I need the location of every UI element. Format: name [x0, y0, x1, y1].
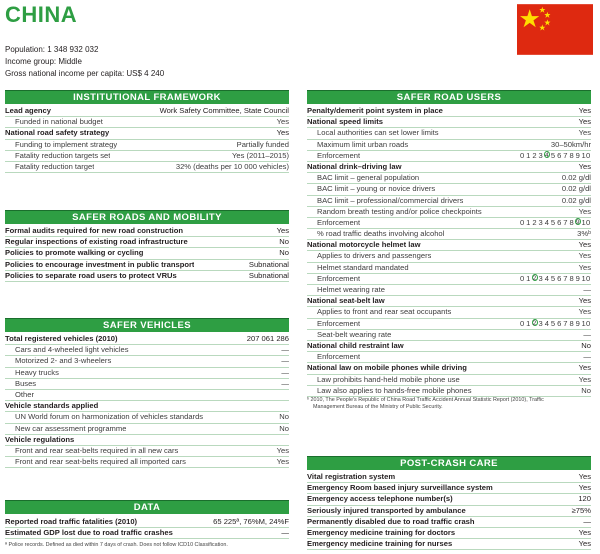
enforcement-scale-digit: 6: [557, 150, 562, 160]
vehicles-row-value: No: [279, 412, 289, 422]
enforcement-scale-digit: 4: [544, 217, 550, 227]
users-row: [307, 274, 591, 285]
users-row: [307, 263, 591, 274]
institutional-row-label: Fatality reduction targets set: [15, 150, 111, 160]
vehicles-row: [5, 345, 289, 356]
users-row-label: Enforcement: [317, 352, 361, 362]
users-row-value: Yes: [578, 128, 591, 138]
postcrash-row-label: Permanently disabled due to road traffic crash: [307, 516, 475, 526]
enforcement-scale-digit: 3: [538, 273, 544, 283]
enforcement-scale-digit: 8: [569, 150, 574, 160]
institutional-row: [5, 106, 289, 117]
users-row: [307, 352, 591, 363]
enforcement-scale-digit: 1: [526, 217, 531, 227]
enforcement-scale-digit: 1: [526, 150, 531, 160]
users-row: [307, 363, 591, 374]
postcrash-row-value: Yes: [578, 483, 591, 493]
users-row-value: Yes: [578, 262, 591, 272]
users-row-label: Applies to drivers and passengers: [317, 251, 432, 261]
users-row-label: BAC limit – professional/commercial drivers: [317, 195, 464, 205]
enforcement-scale-digit: 8: [569, 217, 574, 227]
enforcement-scale-digit: 9: [575, 150, 581, 160]
enforcement-scale-digit: 8: [569, 318, 574, 328]
postcrash-row: [307, 506, 591, 517]
institutional-row-value: Yes: [276, 128, 289, 138]
roads-row-label: Policies to separate road users to protect VRUs: [5, 270, 177, 280]
users-row-label: Maximum limit urban roads: [317, 139, 409, 149]
institutional-row: [5, 151, 289, 162]
institutional-row-value: Work Safety Committee, State Council: [159, 106, 289, 115]
roads-row: [5, 271, 289, 282]
enforcement-scale-digit: 7: [563, 150, 568, 160]
postcrash-row-label: Emergency medicine training for doctors: [307, 527, 456, 537]
users-row: [307, 386, 591, 397]
vehicles-row-label: Heavy trucks: [15, 367, 59, 377]
enforcement-scale-digit: 4: [544, 318, 550, 328]
roads-row-value: Yes: [276, 226, 289, 235]
postcrash-row: [307, 494, 591, 505]
users-header: SAFER ROAD USERS: [307, 90, 591, 104]
roads-header: SAFER ROADS AND MOBILITY: [5, 210, 289, 224]
vehicles-row: [5, 435, 289, 446]
roads-row-value: Subnational: [248, 270, 289, 280]
users-row: [307, 162, 591, 173]
country-title: CHINA: [5, 2, 78, 27]
enforcement-scale-digit: 1: [526, 318, 531, 328]
vehicles-header: SAFER VEHICLES: [5, 318, 289, 332]
vehicles-row-label: Front and rear seat-belts required all imported cars: [15, 457, 186, 467]
users-row: [307, 151, 591, 162]
enforcement-scale-digit: 2: [532, 217, 537, 227]
roads-row-value: No: [279, 248, 289, 258]
vehicles-row: [5, 379, 289, 390]
users-row-label: Helmet standard mandated: [317, 262, 409, 272]
institutional-row: [5, 128, 289, 139]
users-row: [307, 375, 591, 386]
users-row: [307, 140, 591, 151]
enforcement-scale-digit: 7: [563, 318, 568, 328]
postcrash-header: POST-CRASH CARE: [307, 456, 591, 470]
users-row-label: Random breath testing and/or police checkpoints: [317, 206, 482, 216]
users-row-value: 3%ᵇ: [577, 229, 591, 239]
data_section-row: [5, 528, 289, 539]
roads-row-label: Formal audits required for new road construction: [5, 226, 184, 235]
vehicles-row: [5, 356, 289, 367]
vehicles-row-label: Total registered vehicles (2010): [5, 334, 118, 343]
users-row-label: National law on mobile phones while driving: [307, 363, 467, 373]
data-header: DATA: [5, 500, 289, 514]
vehicles-row-label: Vehicle standards applied: [5, 401, 99, 411]
users-row: [307, 229, 591, 240]
vehicles-row-value: —: [281, 378, 289, 388]
postcrash-row-label: Emergency access telephone number(s): [307, 494, 453, 504]
china-flag-icon: [517, 4, 593, 55]
institutional-row: [5, 162, 289, 173]
vehicles-row-value: Yes: [276, 457, 289, 467]
users-row: [307, 207, 591, 218]
users-row-label: Penalty/demerit point system in place: [307, 106, 443, 115]
users-row-label: Helmet wearing rate: [317, 285, 385, 294]
institutional-row-value: Yes: [276, 117, 289, 127]
vehicles-row: [5, 424, 289, 435]
users-row-label: National motorcycle helmet law: [307, 240, 421, 250]
vehicles-row-label: UN World forum on harmonization of vehicles standards: [15, 412, 204, 422]
postcrash-row-value: Yes: [578, 527, 591, 537]
users-row-label: National child restraint law: [307, 340, 404, 350]
users-row-value: 0.02 g/dl: [561, 184, 591, 194]
enforcement-scale: [519, 319, 591, 329]
users-row-value: 0.02 g/dl: [561, 195, 591, 205]
enforcement-scale-digit: 9: [575, 318, 581, 328]
users-row-value: Yes: [578, 117, 591, 127]
enforcement-scale: [519, 218, 591, 228]
postcrash-row-label: Emergency Room based injury surveillance system: [307, 483, 493, 493]
enforcement-scale-digit: 9: [575, 218, 580, 226]
users-row-value: Yes: [578, 251, 591, 261]
enforcement-scale-digit: 3: [538, 318, 544, 328]
users-row: [307, 218, 591, 229]
users-row: [307, 307, 591, 318]
users-row-label: Local authorities can set lower limits: [317, 128, 439, 138]
enforcement-scale-digit: 3: [538, 217, 544, 227]
enforcement-scale-digit: 4: [544, 273, 550, 283]
vehicles-row-label: Vehicle regulations: [5, 434, 75, 444]
enforcement-scale-digit: 5: [550, 217, 556, 227]
enforcement-scale-digit: 1: [526, 273, 531, 283]
postcrash-row-value: ≥75%: [571, 505, 591, 515]
institutional-row-label: Lead agency: [5, 106, 52, 115]
vehicles-row-value: —: [281, 356, 289, 366]
roads-row: [5, 226, 289, 237]
users-row-label: National drink–driving law: [307, 161, 402, 171]
users-row: [307, 341, 591, 352]
users-row-value: Yes: [578, 161, 591, 171]
roads-rows: [5, 226, 289, 282]
institutional-row-label: Funded in national budget: [15, 117, 103, 127]
postcrash-row-label: Emergency medicine training for nurses: [307, 539, 453, 549]
data_section-row-label: Reported road traffic fatalities (2010): [5, 517, 138, 526]
vehicles-row: [5, 412, 289, 423]
roads-row: [5, 260, 289, 271]
data-rows: [5, 517, 289, 539]
users-row-value: Yes: [578, 374, 591, 384]
users-row-label: Enforcement: [317, 273, 361, 283]
enforcement-scale-digit: 5: [550, 150, 556, 160]
institutional-row-value: Yes (2011–2015): [231, 150, 289, 160]
data_section-row-value: —: [281, 528, 289, 538]
vehicles-row: [5, 390, 289, 401]
postcrash-row-value: Yes: [578, 472, 591, 481]
institutional-row-label: Fatality reduction target: [15, 161, 95, 171]
vehicles-row-label: Cars and 4-wheeled light vehicles: [15, 345, 129, 355]
users-row-label: Seat-belt wearing rate: [317, 329, 392, 339]
enforcement-scale-digit: 7: [563, 217, 568, 227]
users-row: [307, 196, 591, 207]
enforcement-scale-digit: 5: [550, 318, 556, 328]
postcrash-row-value: 120: [578, 494, 591, 504]
data-footnote: ª Police records. Defined as died within 7 days of crash. Does not follow ICD10 Classification.: [5, 542, 228, 548]
enforcement-scale-digit: 2: [532, 319, 537, 327]
data_section-row: [5, 517, 289, 528]
users-row: [307, 296, 591, 307]
enforcement-scale-digit: 10: [581, 150, 591, 160]
vehicles-row-value: No: [279, 423, 289, 433]
users-row-value: Yes: [578, 240, 591, 250]
institutional-row-label: National road safety strategy: [5, 128, 110, 138]
enforcement-scale-digit: 10: [581, 217, 591, 227]
users-row-label: % road traffic deaths involving alcohol: [317, 229, 445, 239]
postcrash-row: [307, 528, 591, 539]
users-row-label: BAC limit – general population: [317, 173, 420, 183]
vehicles-row-value: Yes: [276, 445, 289, 455]
users-row-value: —: [583, 352, 591, 362]
enforcement-scale-digit: 4: [544, 151, 549, 159]
users-row-label: National speed limits: [307, 117, 383, 127]
users-row-value: 0.02 g/dl: [561, 173, 591, 183]
users-row-label: BAC limit – young or novice drivers: [317, 184, 436, 194]
users-row-value: Yes: [578, 296, 591, 306]
enforcement-scale-digit: 0: [519, 217, 525, 227]
vehicles-row: [5, 446, 289, 457]
institutional-row-value: 32% (deaths per 10 000 vehicles): [175, 161, 289, 171]
enforcement-scale-digit: 6: [557, 273, 562, 283]
postcrash-row: [307, 483, 591, 494]
users-footnote-1: ᵇ 2010, The People's Republic of China Road Traffic Accident Annual Statistic Report (2010), Traffic: [307, 397, 544, 403]
enforcement-scale: [519, 151, 591, 161]
enforcement-scale-digit: 6: [557, 318, 562, 328]
institutional-row: [5, 140, 289, 151]
institutional-rows: [5, 106, 289, 173]
users-row-label: Enforcement: [317, 150, 361, 160]
postcrash-row-label: Seriously injured transported by ambulance: [307, 505, 466, 515]
vehicles-row-label: Front and rear seat-belts required in all new cars: [15, 445, 179, 455]
vehicles-rows: [5, 334, 289, 468]
vehicles-row-label: New car assessment programme: [15, 423, 127, 433]
roads-row: [5, 248, 289, 259]
roads-row-value: Subnational: [248, 259, 289, 269]
institutional-row-value: Partially funded: [236, 139, 289, 149]
users-row-label: Applies to front and rear seat occupants: [317, 307, 452, 317]
postcrash-row: [307, 539, 591, 550]
users-row-label: Enforcement: [317, 318, 361, 328]
institutional-header: INSTITUTIONAL FRAMEWORK: [5, 90, 289, 104]
vehicles-row-label: Other: [15, 389, 34, 399]
vehicles-row-value: —: [281, 345, 289, 355]
institutional-row-label: Funding to implement strategy: [15, 139, 118, 149]
enforcement-scale-digit: 9: [575, 273, 581, 283]
users-row: [307, 240, 591, 251]
users-row: [307, 285, 591, 296]
users-row-label: Enforcement: [317, 217, 361, 227]
enforcement-scale-digit: 2: [532, 150, 537, 160]
postcrash-row-label: Vital registration system: [307, 472, 396, 481]
enforcement-scale-digit: 0: [519, 150, 525, 160]
vehicles-row-label: Buses: [15, 378, 37, 388]
roads-row-value: No: [279, 237, 289, 247]
users-row-label: Law prohibits hand-held mobile phone use: [317, 374, 460, 384]
institutional-row: [5, 117, 289, 128]
enforcement-scale-digit: 8: [569, 273, 574, 283]
users-row-label: National seat-belt law: [307, 296, 385, 306]
enforcement-scale-digit: 0: [519, 273, 525, 283]
users-row-value: —: [583, 329, 591, 339]
enforcement-scale-digit: 6: [557, 217, 562, 227]
postcrash-row: [307, 472, 591, 483]
users-row-value: Yes: [578, 363, 591, 373]
vehicles-row: [5, 334, 289, 345]
vehicles-row-label: Motorized 2- and 3-wheelers: [15, 356, 112, 366]
data_section-row-value: 65 225ª, 76%M, 24%F: [213, 517, 289, 526]
roads-row-label: Regular inspections of existing road infrastructure: [5, 237, 188, 247]
postcrash-rows: [307, 472, 591, 550]
enforcement-scale: [519, 274, 591, 284]
enforcement-scale-digit: 0: [519, 318, 525, 328]
enforcement-scale-digit: 7: [563, 273, 568, 283]
users-rows: [307, 106, 591, 397]
roads-row-label: Policies to encourage investment in public transport: [5, 259, 195, 269]
vehicles-row: [5, 457, 289, 468]
users-row-value: Yes: [578, 106, 591, 115]
population-text: Population: 1 348 932 032: [5, 45, 99, 54]
data_section-row-label: Estimated GDP lost due to road traffic crashes: [5, 528, 173, 538]
enforcement-scale-digit: 5: [550, 273, 556, 283]
enforcement-scale-digit: 3: [538, 150, 544, 160]
postcrash-row: [307, 517, 591, 528]
vehicles-row-value: —: [281, 367, 289, 377]
users-row: [307, 128, 591, 139]
users-row: [307, 184, 591, 195]
users-row: [307, 319, 591, 330]
users-row-value: —: [583, 285, 591, 294]
vehicles-row-value: 207 061 286: [246, 334, 289, 343]
users-footnote-2: Management Bureau of the Ministry of Public Security.: [313, 404, 443, 410]
gni-text: Gross national income per capita: US$ 4 240: [5, 69, 165, 78]
users-row-value: No: [581, 340, 591, 350]
users-row: [307, 330, 591, 341]
vehicles-row: [5, 368, 289, 379]
users-row-value: No: [581, 385, 591, 395]
roads-row: [5, 237, 289, 248]
users-row: [307, 251, 591, 262]
vehicles-row: [5, 401, 289, 412]
users-row: [307, 173, 591, 184]
income-group-text: Income group: Middle: [5, 57, 82, 66]
users-row-label: Law also applies to hands-free mobile phones: [317, 385, 472, 395]
postcrash-row-value: Yes: [578, 539, 591, 549]
enforcement-scale-digit: 10: [581, 273, 591, 283]
enforcement-scale-digit: 10: [581, 318, 591, 328]
users-row-value: Yes: [578, 307, 591, 317]
roads-row-label: Policies to promote walking or cycling: [5, 248, 144, 258]
users-row-value: Yes: [578, 206, 591, 216]
users-row: [307, 106, 591, 117]
postcrash-row-value: —: [583, 516, 591, 526]
users-row-value: 30–50km/hr: [550, 139, 591, 149]
enforcement-scale-digit: 2: [532, 274, 537, 282]
users-row: [307, 117, 591, 128]
